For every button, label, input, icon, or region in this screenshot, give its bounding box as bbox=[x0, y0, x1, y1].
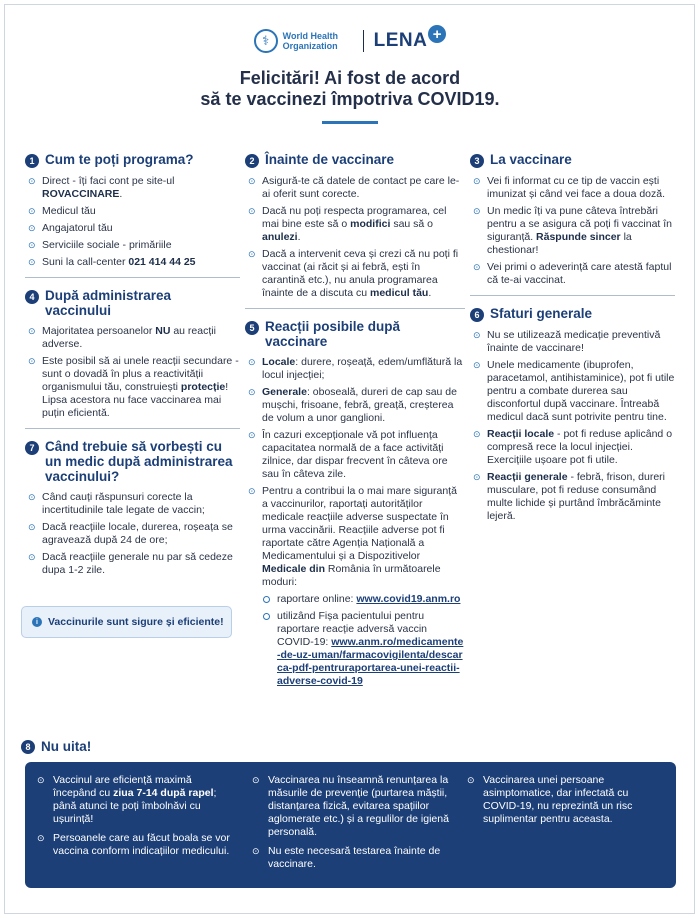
section-title: Cum te poți programa? bbox=[45, 152, 194, 167]
bullet-circle-icon: ⊙ bbox=[28, 357, 36, 367]
reminder-item: ⊙ Vaccinarea nu înseamnă renunțarea la măsurile de prevenție (purtarea măștii, distanțarea fizică, evitarea spațiilor aglomerate etc.) și a regulilor de igienă personală. bbox=[252, 774, 449, 838]
section-title: La vaccinare bbox=[490, 152, 572, 167]
section-number: 7 bbox=[25, 441, 39, 455]
section-number: 3 bbox=[470, 154, 484, 168]
list-item: ⊙ Nu se utilizează medicație preventivă înainte de vaccinare! bbox=[473, 329, 661, 354]
bullet-circle-icon: ⊙ bbox=[473, 207, 481, 217]
bullet-circle-icon: ⊙ bbox=[37, 834, 45, 844]
who-name: World Health Organization bbox=[282, 31, 338, 51]
divider bbox=[245, 308, 465, 309]
bullet-circle-icon: ⊙ bbox=[37, 776, 45, 786]
ring-bullet-icon bbox=[263, 596, 270, 603]
bullet-circle-icon: ⊙ bbox=[473, 263, 481, 273]
divider bbox=[25, 277, 240, 278]
lena-plus-icon: + bbox=[428, 25, 446, 43]
section-number: 6 bbox=[470, 308, 484, 322]
list-item: ⊙ Dacă reacțiile locale, durerea, roșeața se agravează după 24 de ore; bbox=[28, 521, 233, 546]
section-2 bbox=[245, 152, 465, 300]
bullet-circle-icon: ⊙ bbox=[28, 224, 36, 234]
section-title: Când trebuie să vorbești cu un medic după administrarea vaccinului? bbox=[45, 439, 233, 484]
anm-form-link[interactable]: www.anm.ro/medicamente-de-uz-uman/farmacovigilenta/descarca-pdf-pentruraportarea-unei-reactii-adverse-covid-19 bbox=[277, 636, 464, 687]
divider bbox=[25, 428, 240, 429]
list-item: ⊙ Dacă a intervenit ceva și crezi că nu poți fi vaccinat (ai răcit și ai febră, ești în carantină etc.), nu anula programarea înainte de a discuta cu medicul tău. bbox=[248, 248, 459, 299]
bullet-circle-icon: ⊙ bbox=[28, 493, 36, 503]
section-title: Sfaturi generale bbox=[490, 306, 593, 321]
bullet-circle-icon: ⊙ bbox=[28, 327, 36, 337]
divider bbox=[470, 295, 675, 296]
list-item: ⊙ Vei primi o adeverință care atestă faptul că te-ai vaccinat. bbox=[473, 261, 672, 286]
column-right bbox=[470, 152, 675, 527]
safety-note: i Vaccinurile sunt sigure și eficiente! bbox=[21, 606, 232, 638]
bullet-circle-icon: ⊙ bbox=[28, 523, 36, 533]
list-item: ⊙ Când cauți răspunsuri corecte la incertitudinile tale legate de vaccin; bbox=[28, 491, 205, 516]
list-item: ⊙ Locale: durere, roșeață, edem/umflătură la locul injecției; bbox=[248, 356, 463, 381]
list-item: ⊙ Serviciile sociale - primăriile bbox=[28, 239, 172, 251]
list-item: ⊙ Unele medicamente (ibuprofen, paracetamol, antihistaminice), pot fi utile pentru a combate durerea sau disconfortul după vaccinare. Întreabă medicul dacă sunt potrivite pentru tine. bbox=[473, 359, 675, 423]
bullet-circle-icon: ⊙ bbox=[28, 258, 36, 268]
reminder-column-3 bbox=[465, 774, 666, 880]
section-6 bbox=[470, 306, 675, 523]
bullet-circle-icon: ⊙ bbox=[248, 431, 256, 441]
bullet-circle-icon: ⊙ bbox=[28, 207, 36, 217]
section-3 bbox=[470, 152, 675, 287]
bullet-circle-icon: ⊙ bbox=[248, 358, 256, 368]
reminder-box bbox=[25, 762, 676, 888]
report-form-item: utilizând Fișa pacientului pentru raportare reacție adversă vaccin COVID-19: www.anm.ro/medicamente-de-uz-uman/farmacovigilenta/descarca-pdf-pentruraportarea-unei-reactii-adverse-covid-19 bbox=[262, 610, 465, 688]
list-item: ⊙ Angajatorul tău bbox=[28, 222, 113, 234]
bullet-circle-icon: ⊙ bbox=[252, 776, 260, 786]
list-item: ⊙ Reacții locale - pot fi reduse aplicând o compresă rece la locul injecției. Exercițiile ușoare pot fi utile. bbox=[473, 428, 673, 466]
reminder-column-1 bbox=[35, 774, 236, 880]
report-online-item: raportare online: www.covid19.anm.ro bbox=[262, 593, 465, 606]
reminder-item: ⊙ Nu este necesară testarea înainte de vaccinare. bbox=[252, 845, 441, 870]
list-item: ⊙ Pentru a contribui la o mai mare siguranță a vaccinurilor, raportați autorităților medicale reacțiile adverse suspectate în urma vaccinării. Reacțiile adverse pot fi raportate către Agenția Națională a Medicamentului și a Dispozitivelor Medicale din România în următoarele moduri: raportare online: www.covid19.anm.ro utilizând Fișa pacientului pentru raportare reacție adversă vaccin COVID-19: www.anm.ro/medicamente-de-uz-uman/farmacovigilenta/descarca-pdf-pentruraportarea-unei-reactii-adverse-covid-19 bbox=[248, 485, 464, 687]
who-logo bbox=[254, 29, 353, 53]
bullet-circle-icon: ⊙ bbox=[248, 487, 256, 497]
section-title: După administrarea vaccinului bbox=[45, 288, 172, 318]
bullet-circle-icon: ⊙ bbox=[473, 331, 481, 341]
bullet-circle-icon: ⊙ bbox=[473, 361, 481, 371]
bullet-circle-icon: ⊙ bbox=[28, 241, 36, 251]
section-title: Reacții posibile după vaccinare bbox=[265, 319, 401, 349]
logo-header bbox=[0, 26, 700, 56]
lena-logo: LENA + bbox=[374, 30, 447, 52]
ring-bullet-icon bbox=[263, 613, 270, 620]
list-item: ⊙ Direct - îți faci cont pe site-ul ROVACCINARE. bbox=[28, 175, 175, 200]
section-7 bbox=[25, 439, 240, 577]
bullet-circle-icon: ⊙ bbox=[248, 177, 256, 187]
section-number: 4 bbox=[25, 290, 39, 304]
bullet-circle-icon: ⊙ bbox=[252, 847, 260, 857]
reminder-item: ⊙ Vaccinarea unei persoane asimptomatice, dar infectată cu COVID-19, nu reprezintă un risc suplimentar pentru aceasta. bbox=[467, 774, 633, 825]
reminder-column-2 bbox=[250, 774, 451, 880]
bullet-circle-icon: ⊙ bbox=[28, 177, 36, 187]
bullet-circle-icon: ⊙ bbox=[473, 473, 481, 483]
bullet-circle-icon: ⊙ bbox=[473, 177, 481, 187]
who-emblem-icon: ⚕ bbox=[254, 29, 278, 53]
section-1 bbox=[25, 152, 240, 269]
bullet-circle-icon: ⊙ bbox=[467, 776, 475, 786]
section-number: 1 bbox=[25, 154, 39, 168]
list-item: ⊙ Dacă nu poți respecta programarea, cel mai bine este să o modifici sau să o anulezi. bbox=[248, 205, 447, 243]
bullet-circle-icon: ⊙ bbox=[473, 430, 481, 440]
list-item: ⊙ Generale: oboseală, dureri de cap sau de mușchi, frisoane, febră, greață, creșterea de volum a unor ganglioni. bbox=[248, 386, 457, 424]
list-item: ⊙ Majoritatea persoanelor NU au reacții adverse. bbox=[28, 325, 216, 350]
section-number: 2 bbox=[245, 154, 259, 168]
logo-separator bbox=[363, 30, 364, 52]
bullet-circle-icon: ⊙ bbox=[248, 207, 256, 217]
column-middle bbox=[245, 152, 465, 692]
bullet-circle-icon: ⊙ bbox=[248, 388, 256, 398]
bullet-circle-icon: ⊙ bbox=[248, 250, 256, 260]
section-4 bbox=[25, 288, 240, 420]
section-title: Înainte de vaccinare bbox=[265, 152, 395, 167]
column-left bbox=[25, 152, 240, 581]
info-icon: i bbox=[32, 617, 42, 627]
section-5 bbox=[245, 319, 465, 688]
section-number: 8 bbox=[21, 740, 35, 754]
title-underline bbox=[322, 121, 378, 124]
covid-report-link[interactable]: www.covid19.anm.ro bbox=[356, 593, 461, 605]
reminder-item: ⊙ Persoanele care au făcut boala se vor vaccina conform indicațiilor medicului. bbox=[37, 832, 230, 857]
list-item: ⊙ Suni la call-center 021 414 44 25 bbox=[28, 256, 196, 268]
list-item: ⊙ Asigură-te că datele de contact pe care le-ai oferit sunt corecte. bbox=[248, 175, 460, 200]
page-title: Felicitări! Ai fost de acord să te vaccinezi împotriva COVID19. bbox=[200, 68, 500, 109]
list-item: ⊙ Dacă reacțiile generale nu par să cedeze dupa 1-2 zile. bbox=[28, 551, 233, 576]
list-item: ⊙ Medicul tău bbox=[28, 205, 96, 217]
list-item: ⊙ În cazuri excepționale vă pot influența capacitatea normală de a face activități zilnice, dar dispar frecvent în câteva ore sau în câteva zile. bbox=[248, 429, 448, 480]
section-number: 5 bbox=[245, 321, 259, 335]
bullet-circle-icon: ⊙ bbox=[28, 553, 36, 563]
section-8-heading bbox=[21, 738, 91, 754]
list-item: ⊙ Este posibil să ai unele reacții secundare - sunt o dovadă în plus a reactivității organismului tău, construiești protecție! Lipsa acestora nu face vaccinarea mai puțin eficientă. bbox=[28, 355, 239, 419]
list-item: ⊙ Vei fi informat cu ce tip de vaccin ești imunizat și când vei face a doua doză. bbox=[473, 175, 666, 200]
section-title: Nu uita! bbox=[41, 738, 92, 754]
list-item: ⊙ Un medic îți va pune câteva întrebări pentru a se asigura că poți fi vaccinat în siguranță. Răspunde sincer la chestionar! bbox=[473, 205, 673, 256]
list-item: ⊙ Reacții generale - febră, frison, dureri musculare, pot fi reduse consumând multe lichide și purtând îmbrăcăminte lejeră. bbox=[473, 471, 665, 522]
reminder-item: ⊙ Vaccinul are eficiență maximă începând cu ziua 7-14 după rapel; până atunci te poți îmbolnăvi cu ușurință! bbox=[37, 774, 217, 825]
